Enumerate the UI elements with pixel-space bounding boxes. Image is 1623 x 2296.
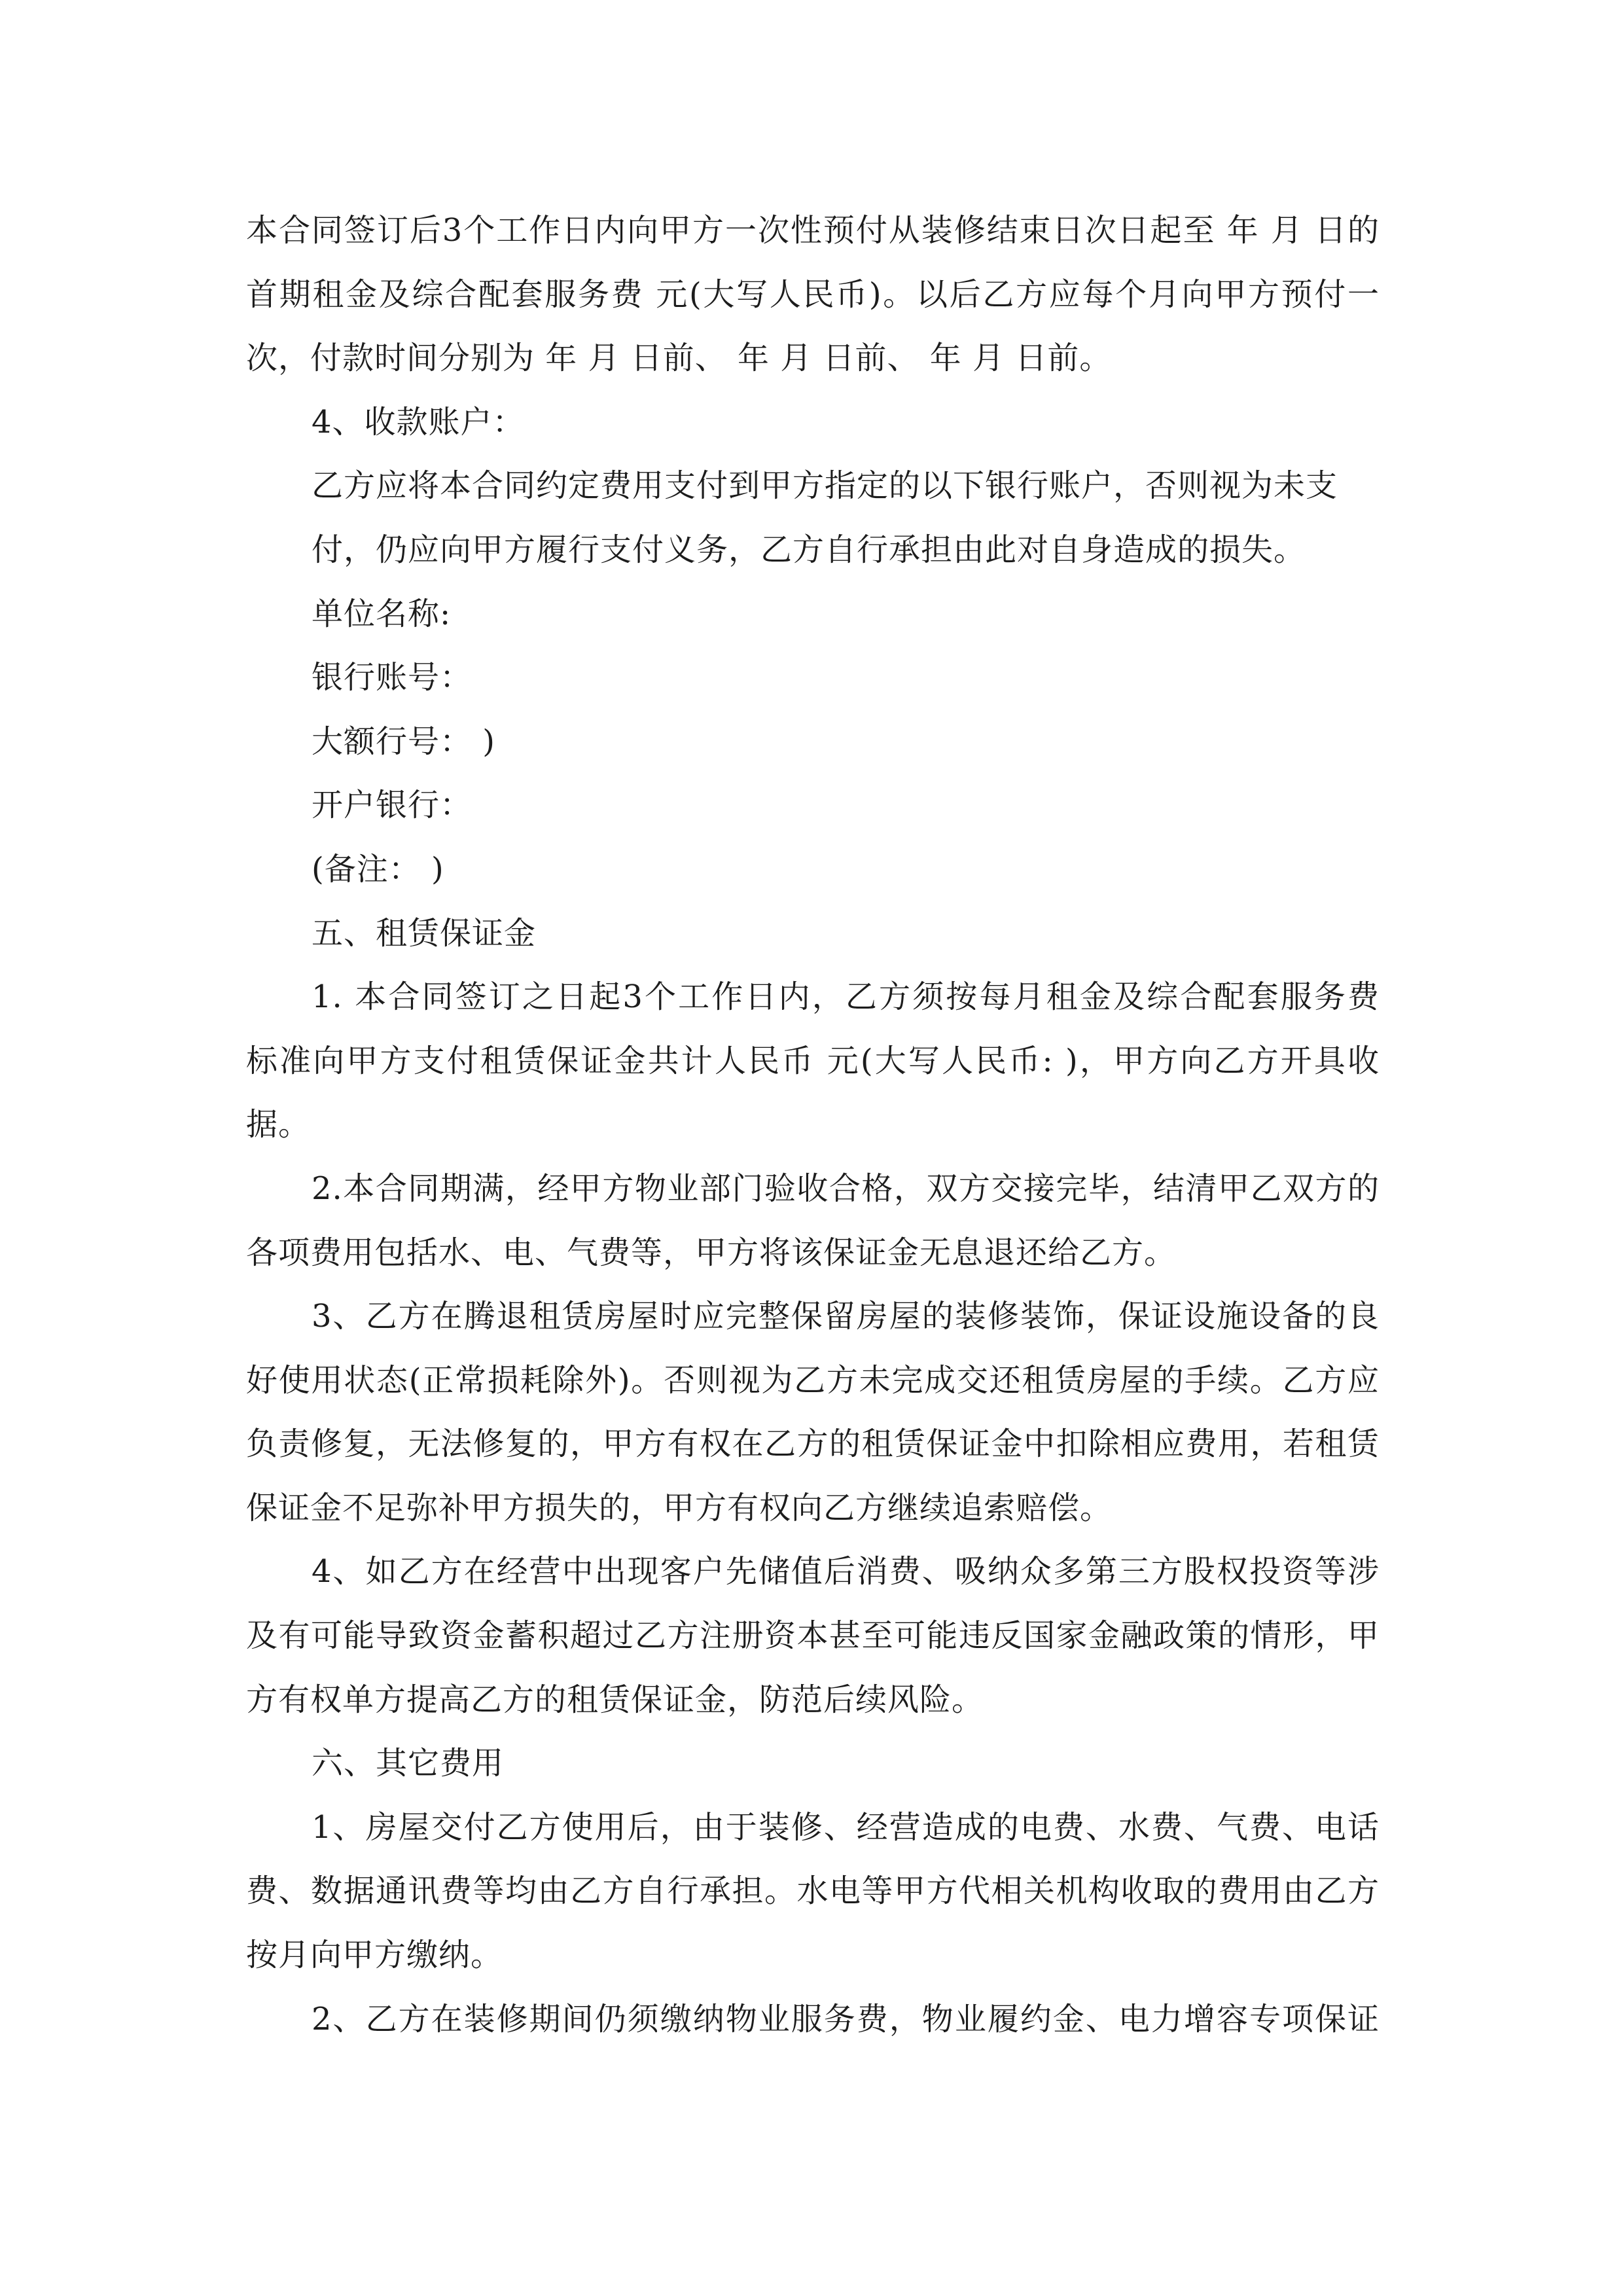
field-label-remarks: (备注： ) <box>312 850 444 888</box>
paragraph-line: 方有权单方提高乙方的租赁保证金，防范后续风险。 <box>246 1681 984 1718</box>
paragraph-line: 4、如乙方在经营中出现客户先储值后消费、吸纳众多第三方股权投资等涉 <box>312 1553 1380 1590</box>
paragraph-line: 保证金不足弥补甲方损失的，甲方有权向乙方继续追索赔偿。 <box>246 1489 1113 1526</box>
paragraph-line: 次，付款时间分别为 年 月 日前、 年 月 日前、 年 月 日前。 <box>246 340 1112 377</box>
paragraph-line: 据。 <box>246 1106 311 1143</box>
paragraph-line: 1、房屋交付乙方使用后，由于装修、经营造成的电费、水费、气费、电话 <box>312 1808 1380 1846</box>
paragraph-line: 付，仍应向甲方履行支付义务，乙方自行承担由此对自身造成的损失。 <box>312 531 1306 568</box>
field-label-company-name: 单位名称: <box>312 595 452 632</box>
section-heading-other-fees: 六、其它费用 <box>312 1745 505 1782</box>
paragraph-line: 标准向甲方支付租赁保证金共计人民币 元(大写人民币: )，甲方向乙方开具收 <box>246 1042 1380 1079</box>
paragraph-line: 按月向甲方缴纳。 <box>246 1937 503 1974</box>
paragraph-line: 3、乙方在腾退租赁房屋时应完整保留房屋的装修装饰，保证设施设备的良 <box>312 1298 1380 1335</box>
paragraph-line: 好使用状态(正常损耗除外)。否则视为乙方未完成交还租赁房屋的手续。乙方应 <box>246 1361 1380 1399</box>
field-label-bank-account: 银行账号： <box>312 659 473 696</box>
field-label-opening-bank: 开户银行： <box>312 787 473 824</box>
paragraph-line: 负责修复，无法修复的，甲方有权在乙方的租赁保证金中扣除相应费用，若租赁 <box>246 1426 1380 1463</box>
paragraph-line: 首期租金及综合配套服务费 元(大写人民币)。以后乙方应每个月向甲方预付一 <box>246 276 1380 313</box>
paragraph-line: 1. 本合同签订之日起3个工作日内，乙方须按每月租金及综合配套服务费 <box>312 978 1380 1016</box>
paragraph-line: 本合同签订后3个工作日内向甲方一次性预付从装修结束日次日起至 年 月 日的 <box>246 212 1380 249</box>
paragraph-line: 2.本合同期满，经甲方物业部门验收合格，双方交接完毕，结清甲乙双方的 <box>312 1170 1380 1207</box>
paragraph-line: 费、数据通讯费等均由乙方自行承担。水电等甲方代相关机构收取的费用由乙方 <box>246 1873 1380 1910</box>
field-label-large-amount-code: 大额行号： ) <box>312 723 495 760</box>
section-heading-lease-deposit: 五、租赁保证金 <box>312 914 537 952</box>
paragraph-line: 各项费用包括水、电、气费等，甲方将该保证金无息退还给乙方。 <box>246 1234 1177 1271</box>
paragraph-line: 2、乙方在装修期间仍须缴纳物业服务费，物业履约金、电力增容专项保证 <box>312 2000 1380 2037</box>
document-body <box>246 199 1380 2051</box>
section-heading-collection-account: 4、收款账户： <box>312 403 525 440</box>
paragraph-line: 乙方应将本合同约定费用支付到甲方指定的以下银行账户，否则视为未支 <box>312 467 1338 505</box>
paragraph-line: 及有可能导致资金蓄积超过乙方注册资本甚至可能违反国家金融政策的情形，甲 <box>246 1617 1380 1655</box>
